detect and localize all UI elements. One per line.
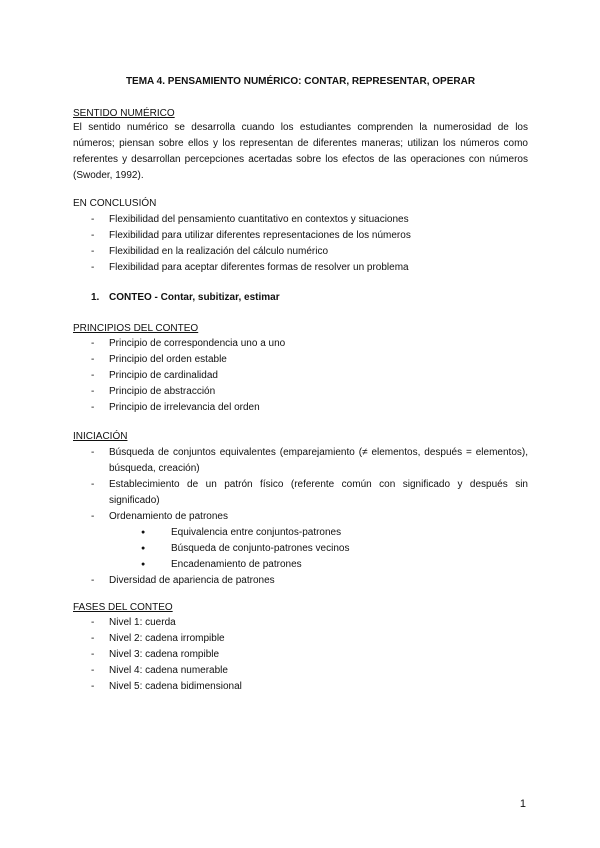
list-item: - Búsqueda de conjuntos equivalentes (emparejamiento (≠ elementos, después = elementos), búsqueda, creación) [73,445,528,477]
section-heading-conclusion: EN CONCLUSIÓN [73,198,157,209]
list-item: - Flexibilidad del pensamiento cuantitativo en contextos y situaciones [73,212,528,228]
list-item: - Diversidad de apariencia de patrones [73,573,528,589]
sub-list-item: ● Encadenamiento de patrones [135,557,528,573]
list-item: - Nivel 5: cadena bidimensional [73,679,528,695]
list-item: - Nivel 2: cadena irrompible [73,631,528,647]
sub-list [109,525,528,573]
heading-number: 1. [91,292,100,303]
list-item-text: Ordenamiento de patrones [109,511,228,522]
section-heading-principios: PRINCIPIOS DEL CONTEO [73,323,199,334]
list-item [73,509,528,573]
heading-text: CONTEO - Contar, subitizar, estimar [109,292,280,303]
list-item: - Principio de cardinalidad [73,368,528,384]
list-item: - Nivel 4: cadena numerable [73,663,528,679]
conclusion-list [73,212,528,276]
list-item: - Flexibilidad para aceptar diferentes formas de resolver un problema [73,260,528,276]
page-title: TEMA 4. PENSAMIENTO NUMÉRICO: CONTAR, REPRESENTAR, OPERAR [125,76,476,87]
sub-list-item: ● Equivalencia entre conjuntos-patrones [135,525,528,541]
list-item: - Flexibilidad para utilizar diferentes representaciones de los números [73,228,528,244]
list-item: - Establecimiento de un patrón físico (referente común con significado y después sin significado) [73,477,528,509]
principios-list [73,336,528,416]
list-item: - Principio de abstracción [73,384,528,400]
fases-list [73,615,528,695]
sentido-paragraph: El sentido numérico se desarrolla cuando los estudiantes comprenden la numerosidad de los números; piensan sobre ellos y los representan de diferentes maneras; utilizan los números como referentes y desarrollan percepciones acertadas sobre los efectos de las operaciones con números (Swoder, 1992). [73,122,528,181]
list-item: - Nivel 3: cadena rompible [73,647,528,663]
iniciacion-list [73,445,528,589]
page-number: 1 [519,798,526,810]
numbered-heading-conteo [91,292,280,303]
section-heading-fases: FASES DEL CONTEO [73,602,173,613]
list-item: - Nivel 1: cuerda [73,615,528,631]
section-heading-iniciacion: INICIACIÓN [73,431,128,442]
section-heading-sentido: SENTIDO NUMÉRICO [73,108,175,119]
list-item: - Flexibilidad en la realización del cálculo numérico [73,244,528,260]
list-item: - Principio de irrelevancia del orden [73,400,528,416]
sub-list-item: ● Búsqueda de conjunto-patrones vecinos [135,541,528,557]
list-item: - Principio de correspondencia uno a uno [73,336,528,352]
list-item: - Principio del orden estable [73,352,528,368]
